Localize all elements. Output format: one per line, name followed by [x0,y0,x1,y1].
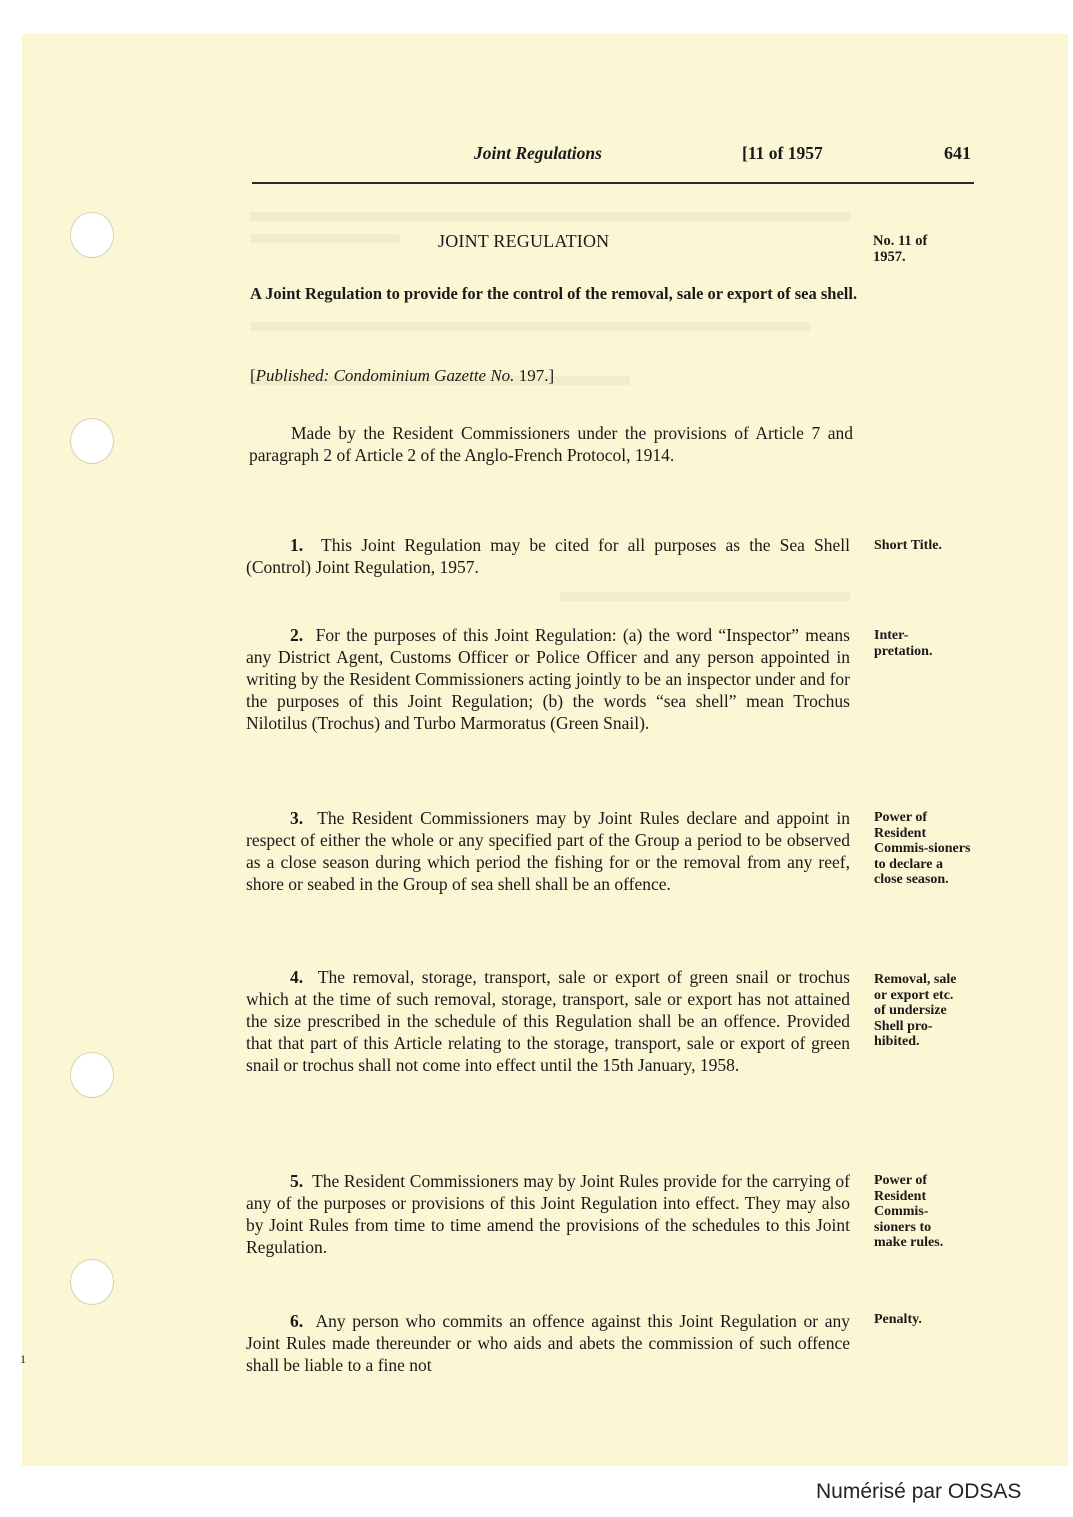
article-number: 2. [290,625,304,645]
punch-hole [70,418,114,464]
page-number: 641 [944,143,971,163]
published-label: Published: [255,366,330,385]
margin-note-5: Power of Resident Commis-sioners to make rules. [874,1173,944,1250]
show-through [560,592,850,601]
article-6 [246,1310,850,1376]
show-through [250,234,400,243]
article-4 [246,966,850,1076]
article-text: The Resident Commissioners may by Joint Rules provide for the carrying of any of the purposes or provisions of this Joint Regulation into effect. They may also by Joint Rules from time to time amend the provisions of the schedules to this Joint Regulation. [246,1171,850,1257]
article-number: 5. [290,1171,304,1191]
regulation-number-note: No. 11 of 1957. [873,233,928,265]
enacting-clause: Made by the Resident Commissioners under the provisions of Article 7 and paragraph 2 of Article 2 of the Anglo-French Protocol, 1914. [249,423,853,465]
article-text: For the purposes of this Joint Regulation: (a) the word “Inspector” means any District Agent, Customs Officer or Police Officer and any person appointed in writing by the Resident Commissioners acting jointly to be an inspector under and for the purposes of this Joint Regulation; (b) the words “sea shell” mean Trochus Nilotilus (Trochus) and Turbo Marmoratus (Green Snail). [246,625,850,733]
show-through [250,322,810,331]
margin-note-1: Short Title. [874,538,942,553]
margin-note-3: Power of Resident Commis-sioners to declare a close season. [874,810,971,887]
article-number: 3. [290,808,304,828]
regulation-heading: JOINT REGULATION [438,231,610,251]
article-5 [246,1170,850,1258]
running-head-act: [11 of 1957 [742,143,823,163]
published-number: 197.] [518,366,555,385]
article-2 [246,624,850,734]
punch-hole [70,1052,114,1098]
show-through [250,212,850,221]
article-number: 4. [290,967,304,987]
margin-note-6: Penalty. [874,1312,922,1327]
article-text: The removal, storage, transport, sale or export of green snail or trochus which at the time of such removal, storage, transport, sale or export has not attained the size prescribed in the schedule of this Regulation shall be an offence. Provided that that part of this Article relating to the storage, transport, sale or export of green snail or trochus shall not come into effect until the 15th January, 1958. [246,967,850,1075]
article-1 [246,534,850,578]
article-number: 1. [290,535,304,555]
margin-note-2: Inter-pretation. [874,628,933,659]
long-title: A Joint Regulation to provide for the control of the removal, sale or export of sea shell. [250,284,858,303]
header-rule [252,182,974,184]
digitization-credit: Numérisé par ODSAS [816,1480,1022,1503]
publication-note: [Published: Condominium Gazette No. 197.] [250,366,555,385]
running-head-title: Joint Regulations [474,143,602,163]
margin-note-4: Removal, sale or export etc. of undersize Shell pro-hibited. [874,972,957,1049]
punch-hole [70,1259,114,1305]
article-text: This Joint Regulation may be cited for all purposes as the Sea Shell (Control) Joint Regulation, 1957. [246,535,851,577]
published-source: Condominium Gazette No. [333,366,515,385]
punch-hole [70,212,114,258]
margin-mark: 1 [20,1352,26,1366]
article-text: Any person who commits an offence against this Joint Regulation or any Joint Rules made thereunder or who aids and abets the commission of such offence shall be liable to a fine not [246,1311,850,1375]
article-3 [246,807,850,895]
article-number: 6. [290,1311,304,1331]
article-text: The Resident Commissioners may by Joint Rules declare and appoint in respect of either the whole or any specified part of the Group a period to be observed as a close season during which period the fishing for or the removal from any reef, shore or seabed in the Group of sea shell shall be an offence. [246,808,850,894]
